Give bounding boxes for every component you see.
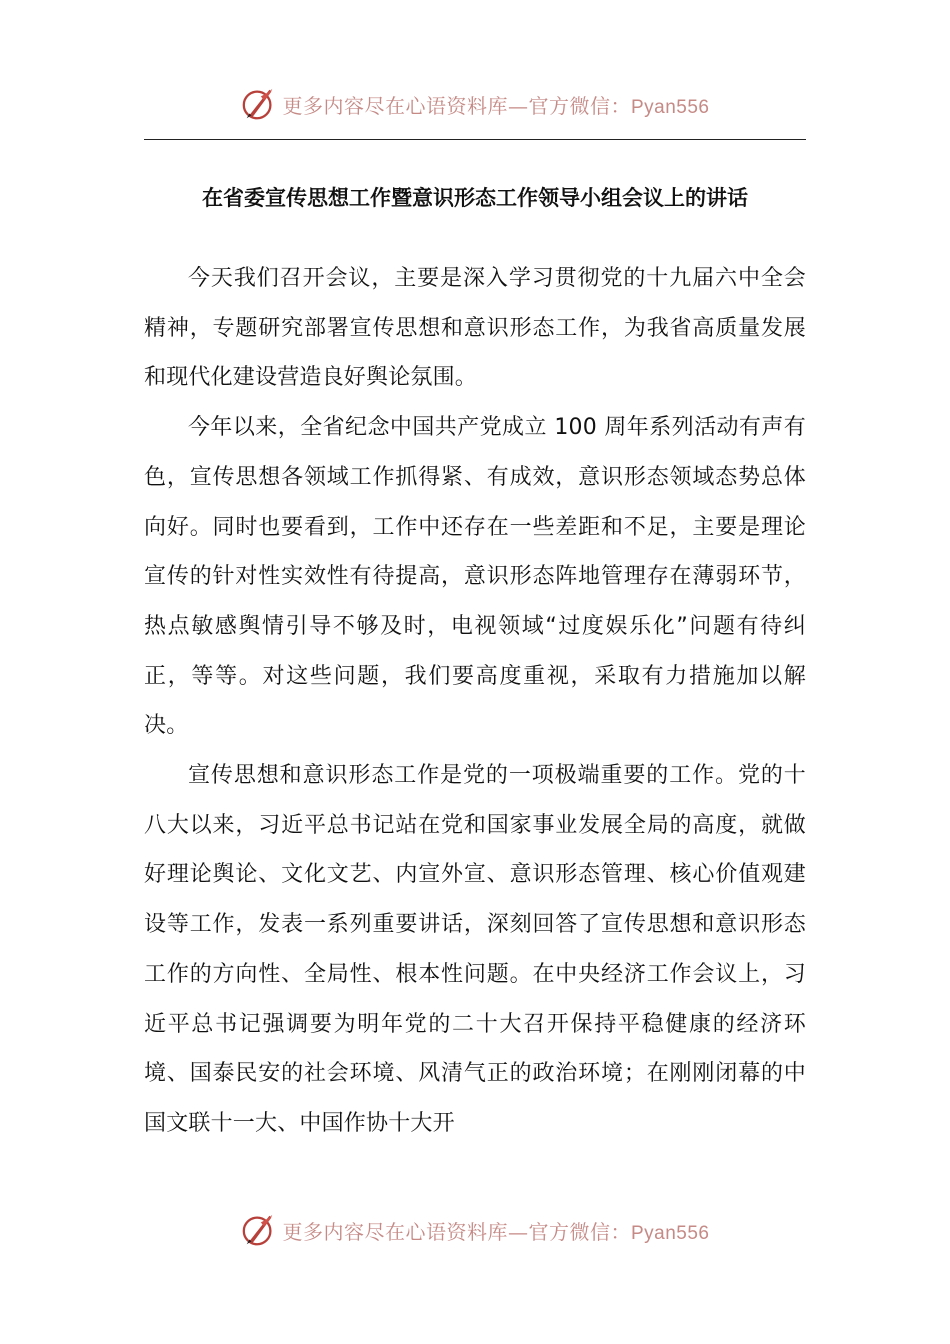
paragraph: 今天我们召开会议，主要是深入学习贯彻党的十九届六中全会精神，专题研究部署宣传思想和意识形态工作，为我省高质量发展和现代化建设营造良好舆论氛围。 (144, 266, 806, 391)
watermark-text: 更多内容尽在心语资料库—官方微信：Pyan556 (282, 93, 710, 118)
document-title: 在省委宣传思想工作暨意识形态工作领导小组会议上的讲话 (202, 186, 748, 210)
wechat-id: Pyan556 (630, 1222, 710, 1244)
header-divider (144, 139, 806, 140)
paragraph: 今年以来，全省纪念中国共产党成立 100 周年系列活动有声有色，宣传思想各领域工作抓得紧、有成效，意识形态领域态势总体向好。同时也要看到，工作中还存在一些差距和不足，主要是理论宣传的针对性实效性有待提高，意识形态阵地管理存在薄弱环节，热点敏感舆情引导不够及时，电视领域“过度娱乐化”问题有待纠正，等等。对这些问题，我们要高度重视，采取有力措施加以解决。 (144, 415, 806, 739)
watermark-text: 更多内容尽在心语资料库—官方微信：Pyan556 (282, 1219, 710, 1244)
header-watermark (0, 82, 950, 126)
wechat-id: Pyan556 (630, 96, 710, 118)
quill-pen-logo-icon (240, 1211, 278, 1249)
document-body (144, 254, 806, 1149)
paragraph: 宣传思想和意识形态工作是党的一项极端重要的工作。党的十八大以来，习近平总书记站在党和国家事业发展全局的高度，就做好理论舆论、文化文艺、内宣外宣、意识形态管理、核心价值观建设等工作，发表一系列重要讲话，深刻回答了宣传思想和意识形态工作的方向性、全局性、根本性问题。在中央经济工作会议上，习近平总书记强调要为明年党的二十大召开保持平稳健康的经济环境、国泰民安的社会环境、风清气正的政治环境；在刚刚闭幕的中国文联十一大、中国作协十大开 (144, 763, 806, 1136)
footer-watermark (0, 1208, 950, 1252)
quill-pen-logo-icon (240, 85, 278, 123)
